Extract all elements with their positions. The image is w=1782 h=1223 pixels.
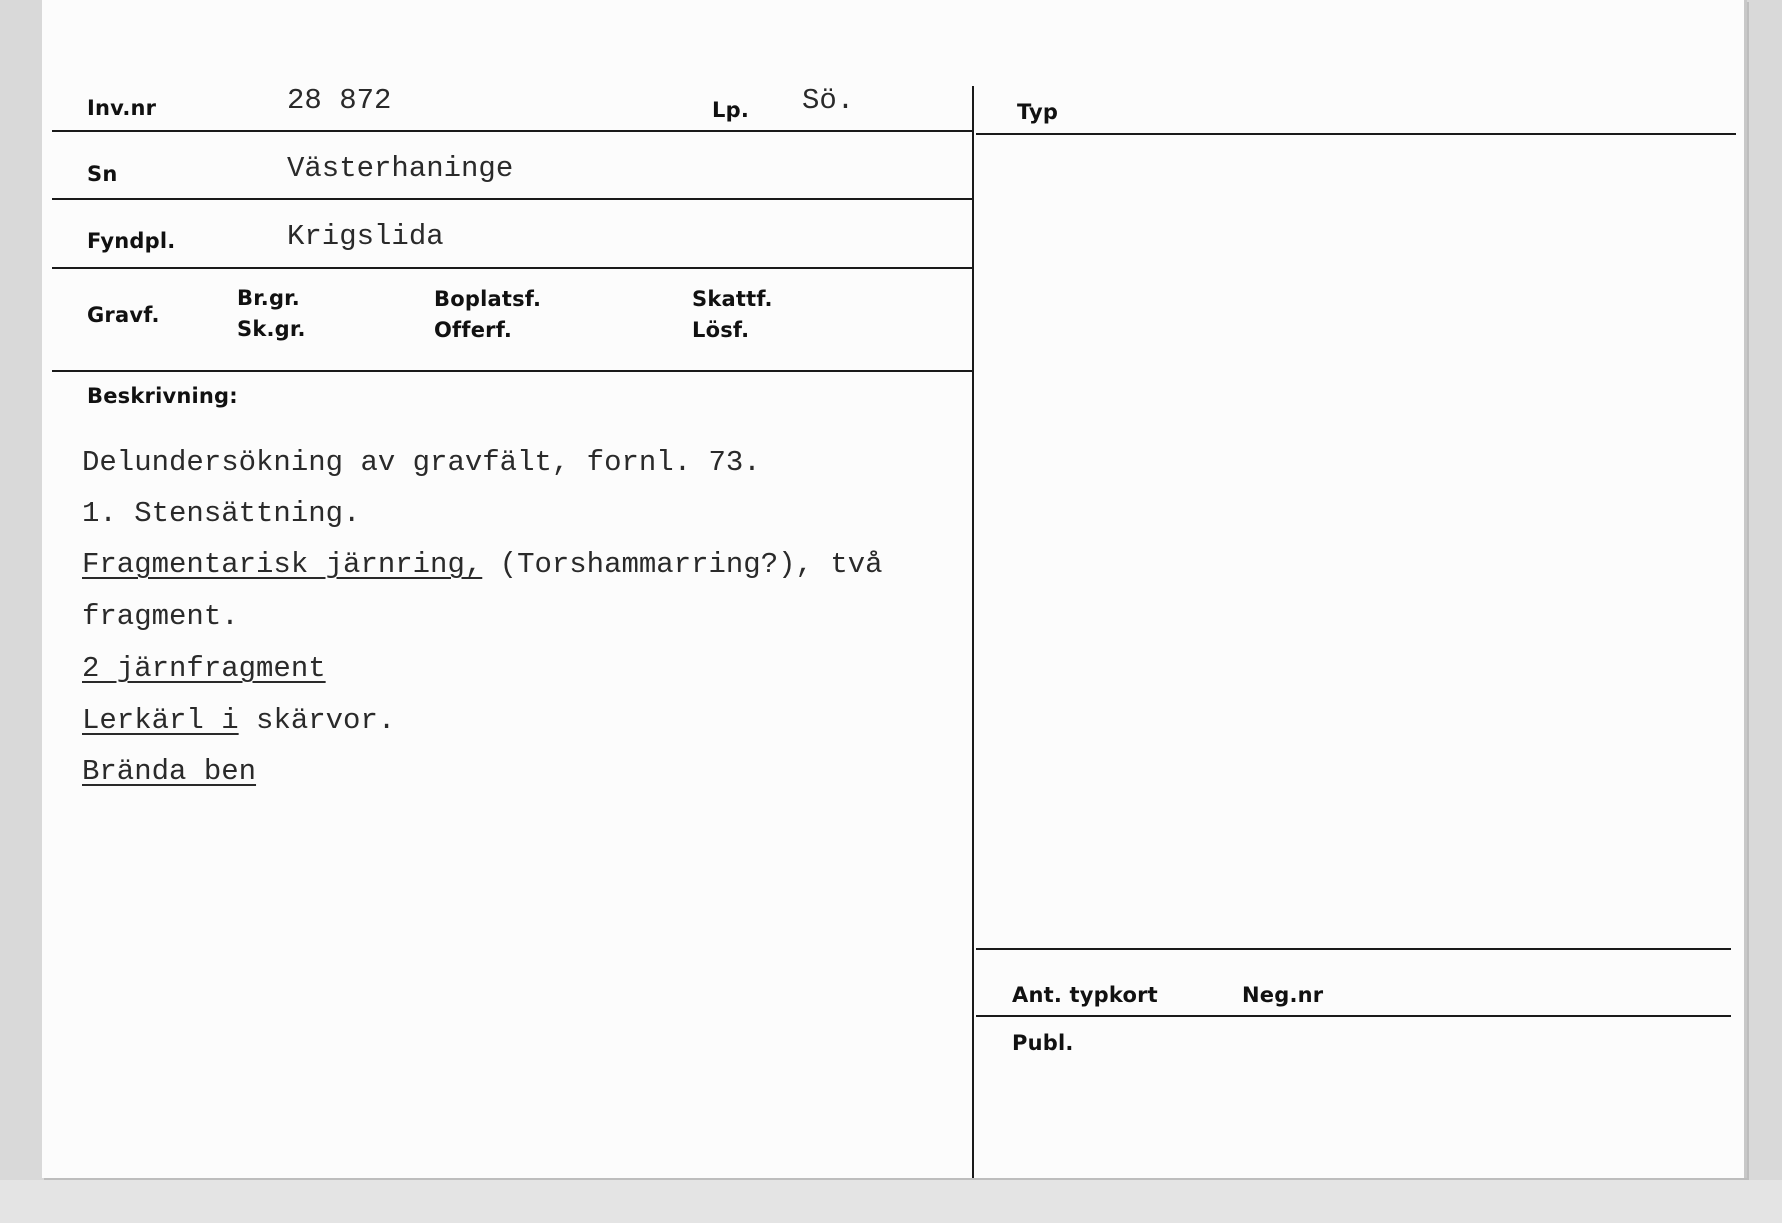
description-line-7 (82, 755, 256, 788)
fyndpl-value: Krigslida (287, 220, 444, 253)
boplatsf-label: Boplatsf. (434, 287, 542, 311)
rule-typ (976, 133, 1736, 135)
inv-value: 28 872 (287, 84, 392, 117)
brgr-label: Br.gr. (237, 286, 300, 310)
losf-label: Lösf. (692, 318, 750, 342)
column-divider (972, 86, 974, 1178)
description-line-1: Delundersökning av gravfält, fornl. 73. (82, 446, 761, 479)
publ-label: Publ. (1012, 1031, 1074, 1055)
description-line-7-underlined: Brända ben (82, 755, 257, 788)
skgr-label: Sk.gr. (237, 317, 306, 341)
offerf-label: Offerf. (434, 318, 513, 342)
negnr-label: Neg.nr (1242, 983, 1324, 1007)
typ-label: Typ (1017, 100, 1059, 124)
ant-typkort-label: Ant. typkort (1012, 983, 1158, 1007)
rule-ant-typkort-top (976, 948, 1731, 950)
sn-value: Västerhaninge (287, 152, 514, 185)
description-line-3-underlined: Fragmentarisk järnring, (82, 548, 483, 581)
lp-value: Sö. (802, 84, 855, 117)
description-line-2: 1. Stensättning. (82, 497, 361, 530)
description-line-3 (82, 548, 883, 581)
lp-label: Lp. (712, 98, 749, 122)
rule-publ (976, 1015, 1731, 1017)
description-line-6-rest: skärvor. (238, 704, 396, 737)
description-line-6 (82, 704, 395, 737)
description-label: Beskrivning: (87, 384, 238, 408)
gravf-label: Gravf. (87, 303, 160, 327)
rule-fyndpl (52, 267, 972, 269)
description-line-4: fragment. (82, 600, 239, 633)
description-line-5 (82, 652, 326, 685)
rule-inv (52, 130, 972, 132)
rule-gravf (52, 370, 972, 372)
skattf-label: Skattf. (692, 287, 773, 311)
description-line-5-underlined: 2 järnfragment (82, 652, 326, 685)
inv-label: Inv.nr (87, 96, 157, 120)
description-line-3-rest: (Torshammarring?), två (482, 548, 883, 581)
scan-background-strip (0, 1180, 1782, 1223)
sn-label: Sn (87, 162, 118, 186)
fyndpl-label: Fyndpl. (87, 229, 176, 253)
description-line-6-underlined: Lerkärl i (82, 704, 239, 737)
rule-sn (52, 198, 972, 200)
catalog-card (42, 0, 1747, 1178)
